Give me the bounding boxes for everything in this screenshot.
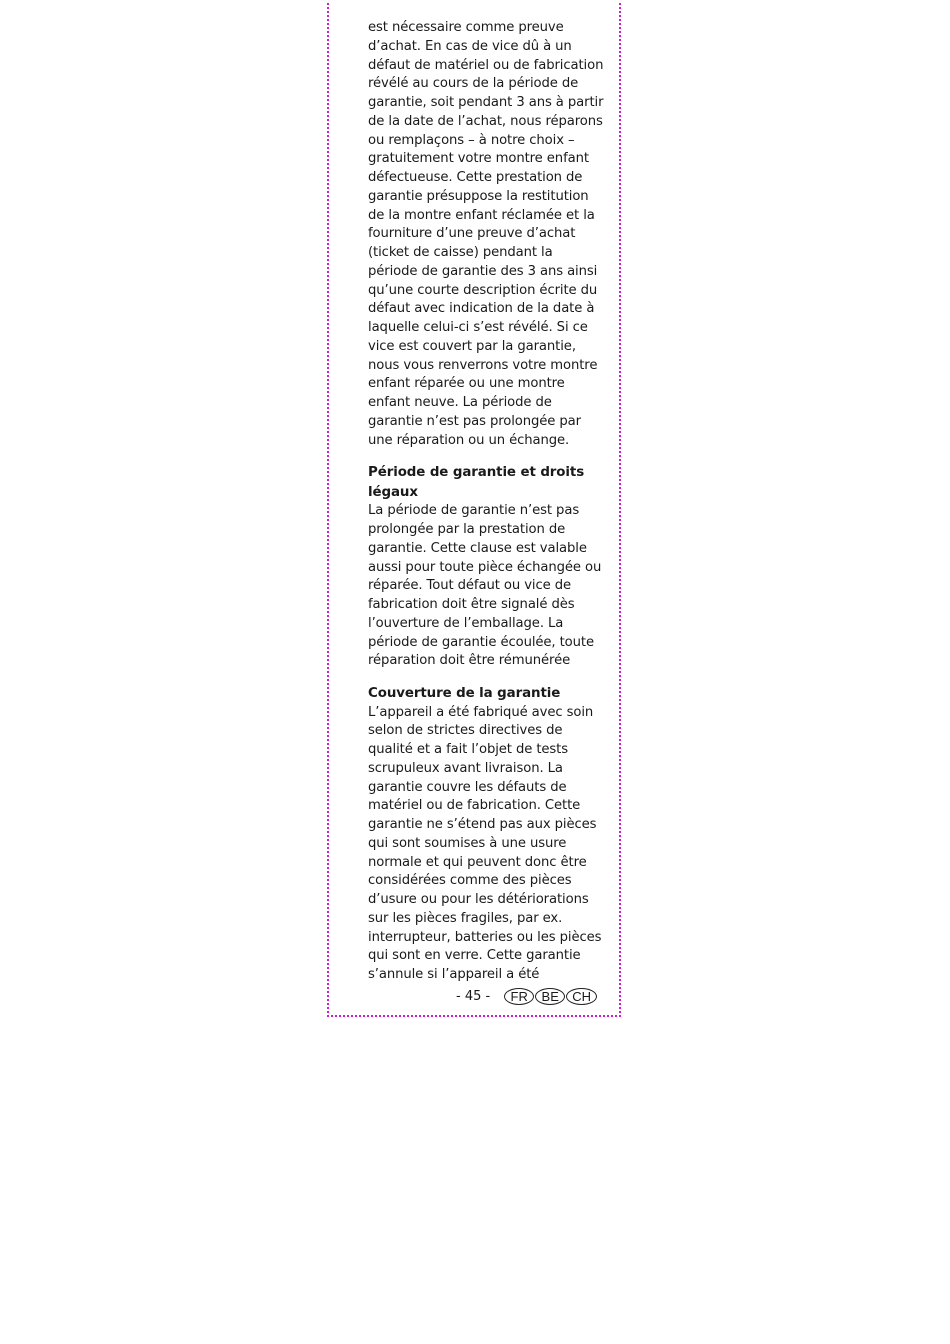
- section-heading-warranty-period: Période de garantie et droits légaux: [368, 465, 585, 500]
- document-body: [368, 19, 604, 985]
- page-number: - 45 -: [456, 988, 491, 1004]
- section-body-warranty-coverage: L’appareil a été fabriqué avec soin selon de strictes directives de qualité et a fait l’objet de tests scrupuleux avant livraison. La garantie couvre les défauts de matériel ou de fabrication. Cette garantie ne s’étend pas aux pièces qui sont soumises à une usure normale et qui peuvent donc être considérées comme des pièces d’usure ou pour les détériorations sur les pièces fragiles, par ex. interrupteur, batteries ou les pièces qui sont en verre. Cette garantie s’annule si l’appareil a été: [368, 704, 602, 982]
- country-badge-ch: CH: [566, 988, 597, 1005]
- section-heading-warranty-coverage: Couverture de la garantie: [368, 686, 561, 701]
- section-body-warranty-period: La période de garantie n’est pas prolongée par la prestation de garantie. Cette clause est valable aussi pour toute pièce échangée ou réparée. Tout défaut ou vice de fabrication doit être signalé dès l’ouverture de l’emballage. La période de garantie écoulée, toute réparation doit être rémunérée: [368, 503, 602, 669]
- country-badge-be: BE: [535, 988, 565, 1005]
- country-badge-fr: FR: [504, 988, 534, 1005]
- intro-paragraph: est nécessaire comme preuve d’achat. En cas de vice dû à un défaut de matériel ou de fabrication révélé au cours de la période de garantie, soit pendant 3 ans à partir de la date de l’achat, nous réparons ou remplaçons – à notre choix – gratuitement votre montre enfant défectueuse. Cette prestation de garantie présuppose la restitution de la montre enfant réclamée et la fourniture d’une preuve d’achat (ticket de caisse) pendant la période de garantie des 3 ans ainsi qu’une courte description écrite du défaut avec indication de la date à laquelle celui-ci s’est révélé. Si ce vice est couvert par la garantie, nous vous renverrons votre montre enfant réparée ou une montre enfant neuve. La période de garantie n’est pas prolongée par une réparation ou un échange.: [368, 20, 604, 448]
- page-footer: [456, 985, 597, 1007]
